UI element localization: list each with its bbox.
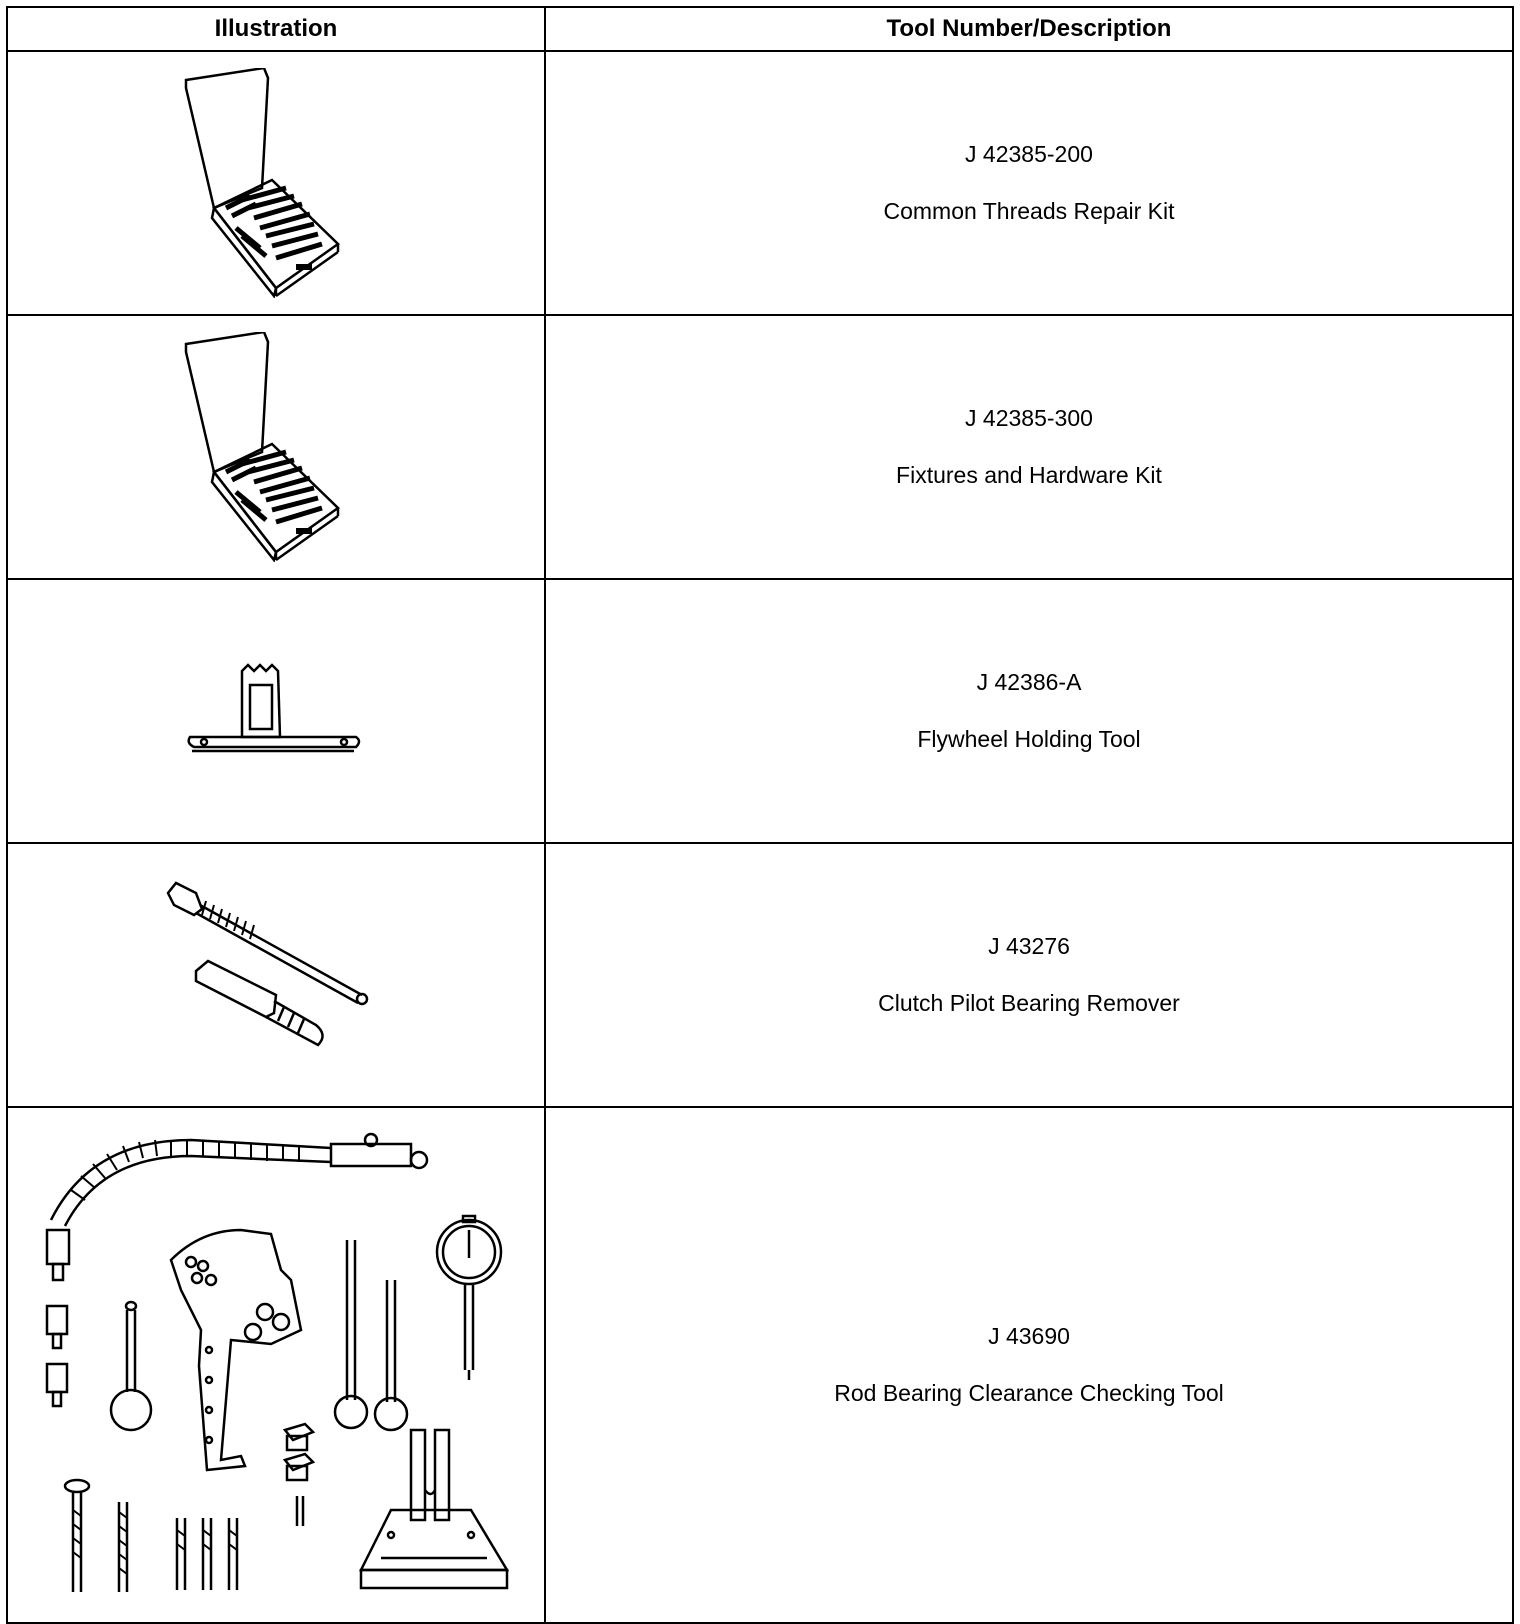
description-cell	[545, 579, 1513, 843]
tool-description: Clutch Pilot Bearing Remover	[878, 990, 1180, 1016]
header-row	[7, 7, 1513, 51]
table-row	[7, 1107, 1513, 1623]
tool-case-icon	[176, 332, 376, 562]
illustration-cell	[7, 51, 545, 315]
illustration-cell	[7, 843, 545, 1107]
table-row	[7, 579, 1513, 843]
tool-number: J 42385-200	[965, 141, 1093, 167]
header-illustration: Illustration	[7, 7, 545, 51]
tool-number: J 43276	[988, 933, 1070, 959]
bearing-remover-icon	[166, 875, 386, 1075]
flywheel-holding-tool-icon	[186, 661, 366, 761]
description-cell	[545, 315, 1513, 579]
illustration-cell	[7, 1107, 545, 1623]
tool-case-icon	[176, 68, 376, 298]
tool-description: Fixtures and Hardware Kit	[896, 462, 1162, 488]
tool-description: Flywheel Holding Tool	[917, 726, 1141, 752]
header-description: Tool Number/Description	[545, 7, 1513, 51]
table-row	[7, 315, 1513, 579]
tool-number: J 43690	[988, 1323, 1070, 1349]
tool-number: J 42385-300	[965, 405, 1093, 431]
illustration-cell	[7, 315, 545, 579]
table-row	[7, 843, 1513, 1107]
tool-description: Rod Bearing Clearance Checking Tool	[834, 1380, 1224, 1406]
tool-description: Common Threads Repair Kit	[883, 198, 1175, 224]
description-cell	[545, 843, 1513, 1107]
illustration-cell	[7, 579, 545, 843]
rod-bearing-tool-kit-icon	[31, 1130, 521, 1600]
description-cell	[545, 51, 1513, 315]
tool-number: J 42386-A	[976, 669, 1082, 695]
tool-table	[6, 6, 1514, 1624]
description-cell	[545, 1107, 1513, 1623]
table-row	[7, 51, 1513, 315]
